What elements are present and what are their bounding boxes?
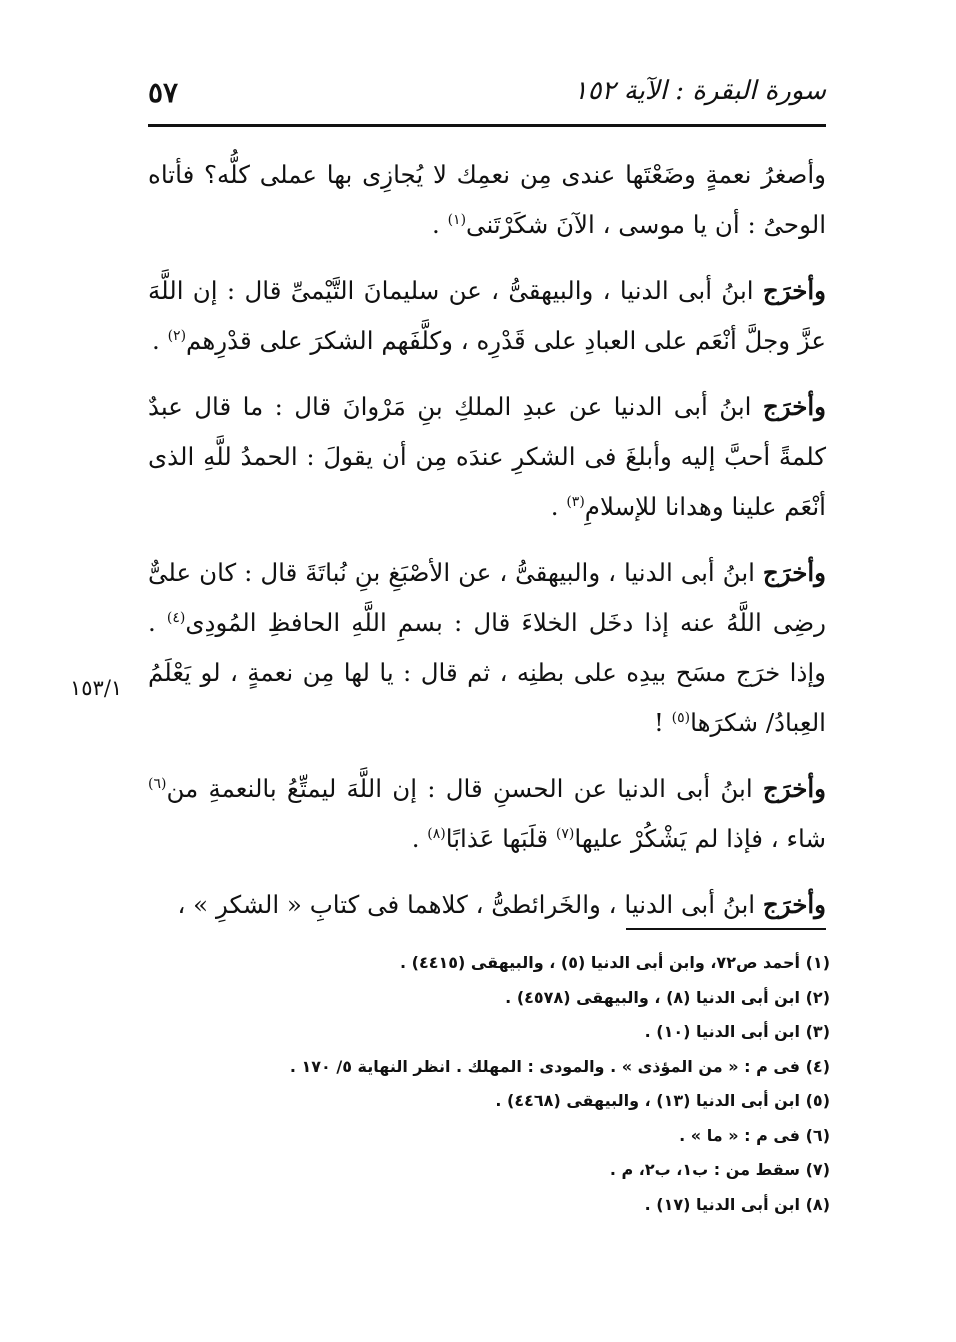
paragraph-text: وأصغرُ نعمةٍ وضَعْتَها عندى مِن نعمِك لا يُجازِى بها عملى كلُّه؟ فأتاه الوحىُ : أن يا موسى ، الآنَ شكَرْتَنى	[148, 160, 826, 239]
paragraph-text: ابنُ أبى الدنيا عن عبدِ الملكِ بنِ مَرْوانَ قال : ما قال عبدٌ كلمةً أحبَّ إليه وأبلغَ فى الشكرِ عندَه مِن أن يقولَ : الحمدُ للَّهِ الذى أنْعَم علينا وهدانا للإسلامِ	[148, 392, 826, 521]
footnote-marker: (٥)	[671, 709, 691, 726]
footnote-marker: (٤)	[166, 609, 186, 626]
paragraph-lead: وأخرَج	[762, 890, 826, 919]
paragraph-lead: وأخرَج	[762, 392, 826, 421]
paragraph-text: ابنُ أبى الدنيا عن الحسنِ قال : إن اللَّهَ ليمتِّعُ بالنعمةِ من	[166, 774, 763, 803]
paragraph-lead: وأخرَج	[762, 276, 826, 305]
paragraph-tail: .	[550, 492, 567, 521]
paragraph-tail: قلَبَها عَذابًا	[445, 824, 556, 853]
footnote-marker: (٢)	[167, 327, 187, 344]
footnote-marker: (٧)	[555, 825, 575, 842]
paragraph-text: ابنُ أبى الدنيا ، والبيهقىُّ ، عن سليمانَ التَّيْمىِّ قال : إن اللَّهَ عزَّ وجلَّ أنْعَم على العبادِ على قَدْرِه ، وكلَّفَهم الشكرَ على قدْرِهم	[148, 276, 826, 355]
paragraph-4	[148, 548, 826, 748]
footnote-marker: (٦)	[148, 775, 167, 792]
footnote-1: (١) أحمد ص٧٢، وابن أبى الدنيا (٥) ، والبيهقى (٤٤١٥) .	[399, 953, 830, 972]
paragraph-tail: .	[431, 210, 448, 239]
paragraph-tail: .	[152, 326, 168, 355]
footnote-marker: (٣)	[566, 493, 585, 510]
footnote-8: (٨) ابن أبى الدنيا (١٧) .	[644, 1194, 830, 1214]
paragraph-lead: وأخرَج	[762, 558, 826, 587]
footnote-marker: (٨)	[427, 825, 446, 842]
paragraph-3	[148, 382, 826, 532]
paragraph-6	[148, 880, 826, 930]
footnote-separator	[626, 928, 826, 930]
footnotes	[289, 946, 830, 1222]
header-rule	[148, 124, 826, 127]
paragraph-lead: وأخرَج	[762, 774, 826, 803]
margin-volume-page-ref: ١٥٣/١	[70, 676, 123, 700]
surah-title: سورة البقرة : الآية ١٥٢	[573, 76, 826, 106]
main-text	[148, 150, 826, 946]
paragraph-tail: !	[654, 708, 672, 737]
paragraph-tail: .	[411, 824, 428, 853]
paragraph-text: ابنُ أبى الدنيا ، والخَرائطىُّ ، كلاهما فى كتابِ « الشكرِ » ،	[177, 890, 763, 919]
paragraph-5	[148, 764, 826, 864]
paragraph-1	[148, 150, 826, 250]
footnote-marker: (١)	[447, 211, 467, 228]
paragraph-tail: . وإذا خرَج مسَح بيدِه على بطنِه ، ثم قال : يا لها مِن نعمةٍ ، لو يَعْلَمُ العِبادُ/ شكرَها	[148, 608, 826, 737]
paragraph-2	[148, 266, 826, 366]
footnote-5: (٥) ابن أبى الدنيا (١٣) ، والبيهقى (٤٤٦٨) .	[495, 1091, 830, 1110]
running-header	[148, 66, 826, 122]
footnote-6: (٦) فى م : « ما » .	[679, 1125, 830, 1145]
footnote-4: (٤) فى م : « من المؤذى » . والمودى : المهلك . انظر النهاية ٥/ ١٧٠ .	[289, 1056, 830, 1076]
paragraph-tail: شاء ، فإذا لم يَشْكُرْ عليها	[574, 824, 826, 853]
footnote-7: (٧) سقط من : ب١، ب٢، م .	[609, 1160, 830, 1179]
paragraph-text: ابنُ أبى الدنيا ، والبيهقىُّ ، عن الأصْبَغِ بنِ نُباتَةَ قال : كان علىٌّ رضِى اللَّهُ عنه إذا دخَل الخلاءَ قال : بسمِ اللَّهِ الحافظِ المُودِى	[148, 558, 826, 637]
footnote-3: (٣) ابن أبى الدنيا (١٠) .	[644, 1022, 830, 1041]
footnote-2: (٢) ابن أبى الدنيا (٨) ، والبيهقى (٤٥٧٨) .	[505, 987, 830, 1007]
page-number: ٥٧	[148, 76, 179, 109]
